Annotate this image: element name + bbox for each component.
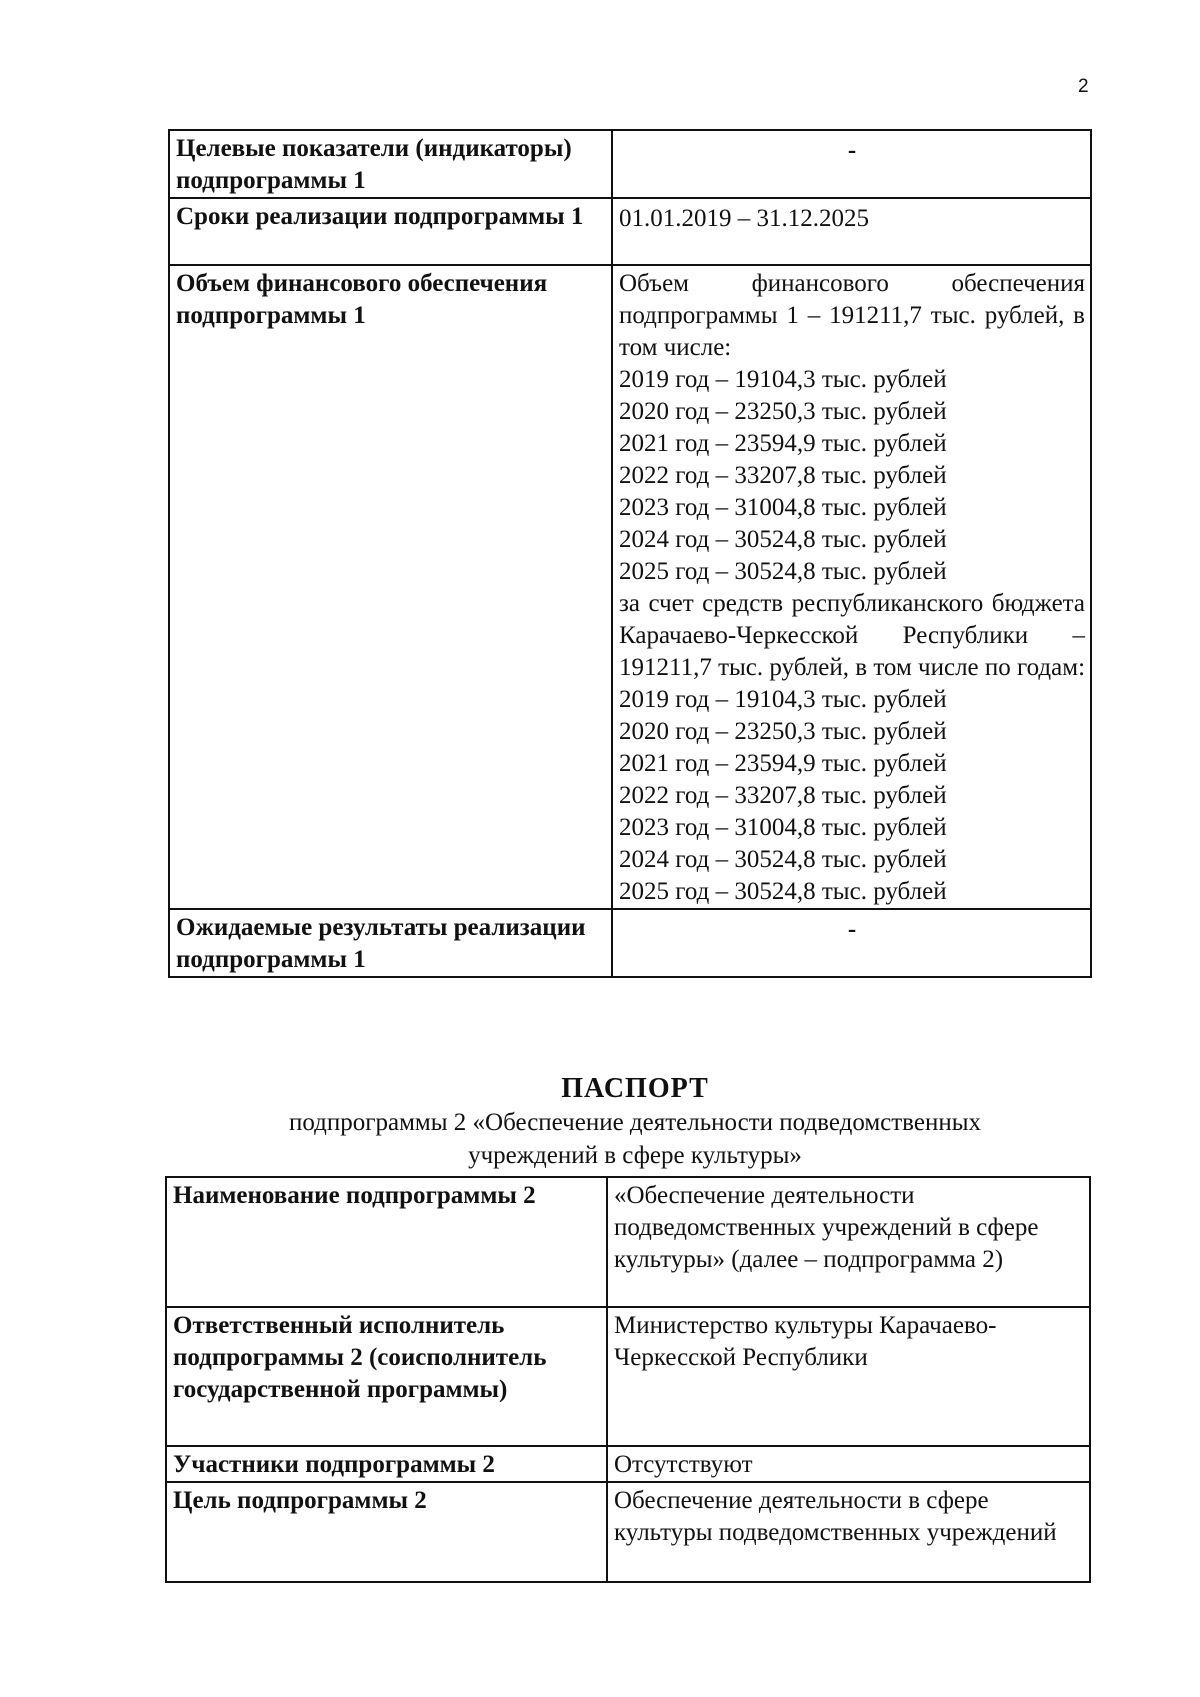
row-label: Сроки реализации подпрограммы 1: [169, 198, 612, 265]
year-line: 2025 год – 30524,8 тыс. рублей: [619, 558, 947, 585]
page-number: 2: [1078, 76, 1089, 97]
table-row: [166, 1177, 1090, 1307]
year-line: 2022 год – 33207,8 тыс. рублей: [619, 782, 947, 809]
year-line: 2019 год – 19104,3 тыс. рублей: [619, 366, 947, 393]
year-line: 2024 год – 30524,8 тыс. рублей: [619, 846, 947, 873]
table-row: [169, 130, 1091, 198]
passport-heading: [0, 1072, 1200, 1172]
row-label: Участники подпрограммы 2: [166, 1446, 607, 1482]
year-line: 2021 год – 23594,9 тыс. рублей: [619, 750, 947, 777]
row-value: 01.01.2019 – 31.12.2025: [612, 198, 1091, 265]
table-row: [169, 198, 1091, 265]
row-label: Целевые показатели (индикаторы) подпрограммы 1: [169, 130, 612, 198]
year-line: 2021 год – 23594,9 тыс. рублей: [619, 430, 947, 457]
year-line: 2019 год – 19104,3 тыс. рублей: [619, 686, 947, 713]
funding-budget: за счет средств республиканского бюджета Карачаево-Черкесской Республики – 191211,7 тыс. рублей, в том числе по годам:: [619, 590, 1086, 681]
subprogram-2-table: [165, 1176, 1091, 1583]
table-row: [169, 265, 1091, 909]
year-line: 2022 год – 33207,8 тыс. рублей: [619, 462, 947, 489]
row-label: Цель подпрограммы 2: [166, 1482, 607, 1582]
funding-intro: Объем финансового обеспечения подпрограммы 1 – 191211,7 тыс. рублей, в том числе:: [619, 270, 1085, 361]
subprogram-1-table: [168, 129, 1092, 978]
row-value: Обеспечение деятельности в сфере культуры подведомственных учреждений: [607, 1482, 1090, 1582]
passport-subtitle-line-2: учреждений в сфере культуры»: [468, 1142, 802, 1169]
row-label: Наименование подпрограммы 2: [166, 1177, 607, 1307]
row-label: Ответственный исполнитель подпрограммы 2 (соисполнитель государственной программы): [166, 1307, 607, 1446]
row-value: «Обеспечение деятельности подведомственных учреждений в сфере культуры» (далее – подпрограмма 2): [607, 1177, 1090, 1307]
row-value: Министерство культуры Карачаево-Черкесской Республики: [607, 1307, 1090, 1446]
year-line: 2020 год – 23250,3 тыс. рублей: [619, 718, 947, 745]
funding-cell: [612, 265, 1091, 909]
year-line: 2024 год – 30524,8 тыс. рублей: [619, 526, 947, 553]
passport-subtitle-line-1: подпрограммы 2 «Обеспечение деятельности подведомственных: [289, 1109, 981, 1136]
table-row: [166, 1482, 1090, 1582]
row-label: Ожидаемые результаты реализации подпрограммы 1: [169, 909, 612, 977]
table-row: [166, 1446, 1090, 1482]
year-line: 2023 год – 31004,8 тыс. рублей: [619, 814, 947, 841]
row-value: -: [612, 909, 1091, 977]
table-row: [166, 1307, 1090, 1446]
row-value: -: [612, 130, 1091, 198]
year-line: 2025 год – 30524,8 тыс. рублей: [619, 878, 947, 905]
year-line: 2020 год – 23250,3 тыс. рублей: [619, 398, 947, 425]
year-line: 2023 год – 31004,8 тыс. рублей: [619, 494, 947, 521]
row-label: Объем финансового обеспечения подпрограммы 1: [169, 265, 612, 909]
table-row: [169, 909, 1091, 977]
passport-title: ПАСПОРТ: [561, 1073, 709, 1104]
row-value: Отсутствуют: [607, 1446, 1090, 1482]
